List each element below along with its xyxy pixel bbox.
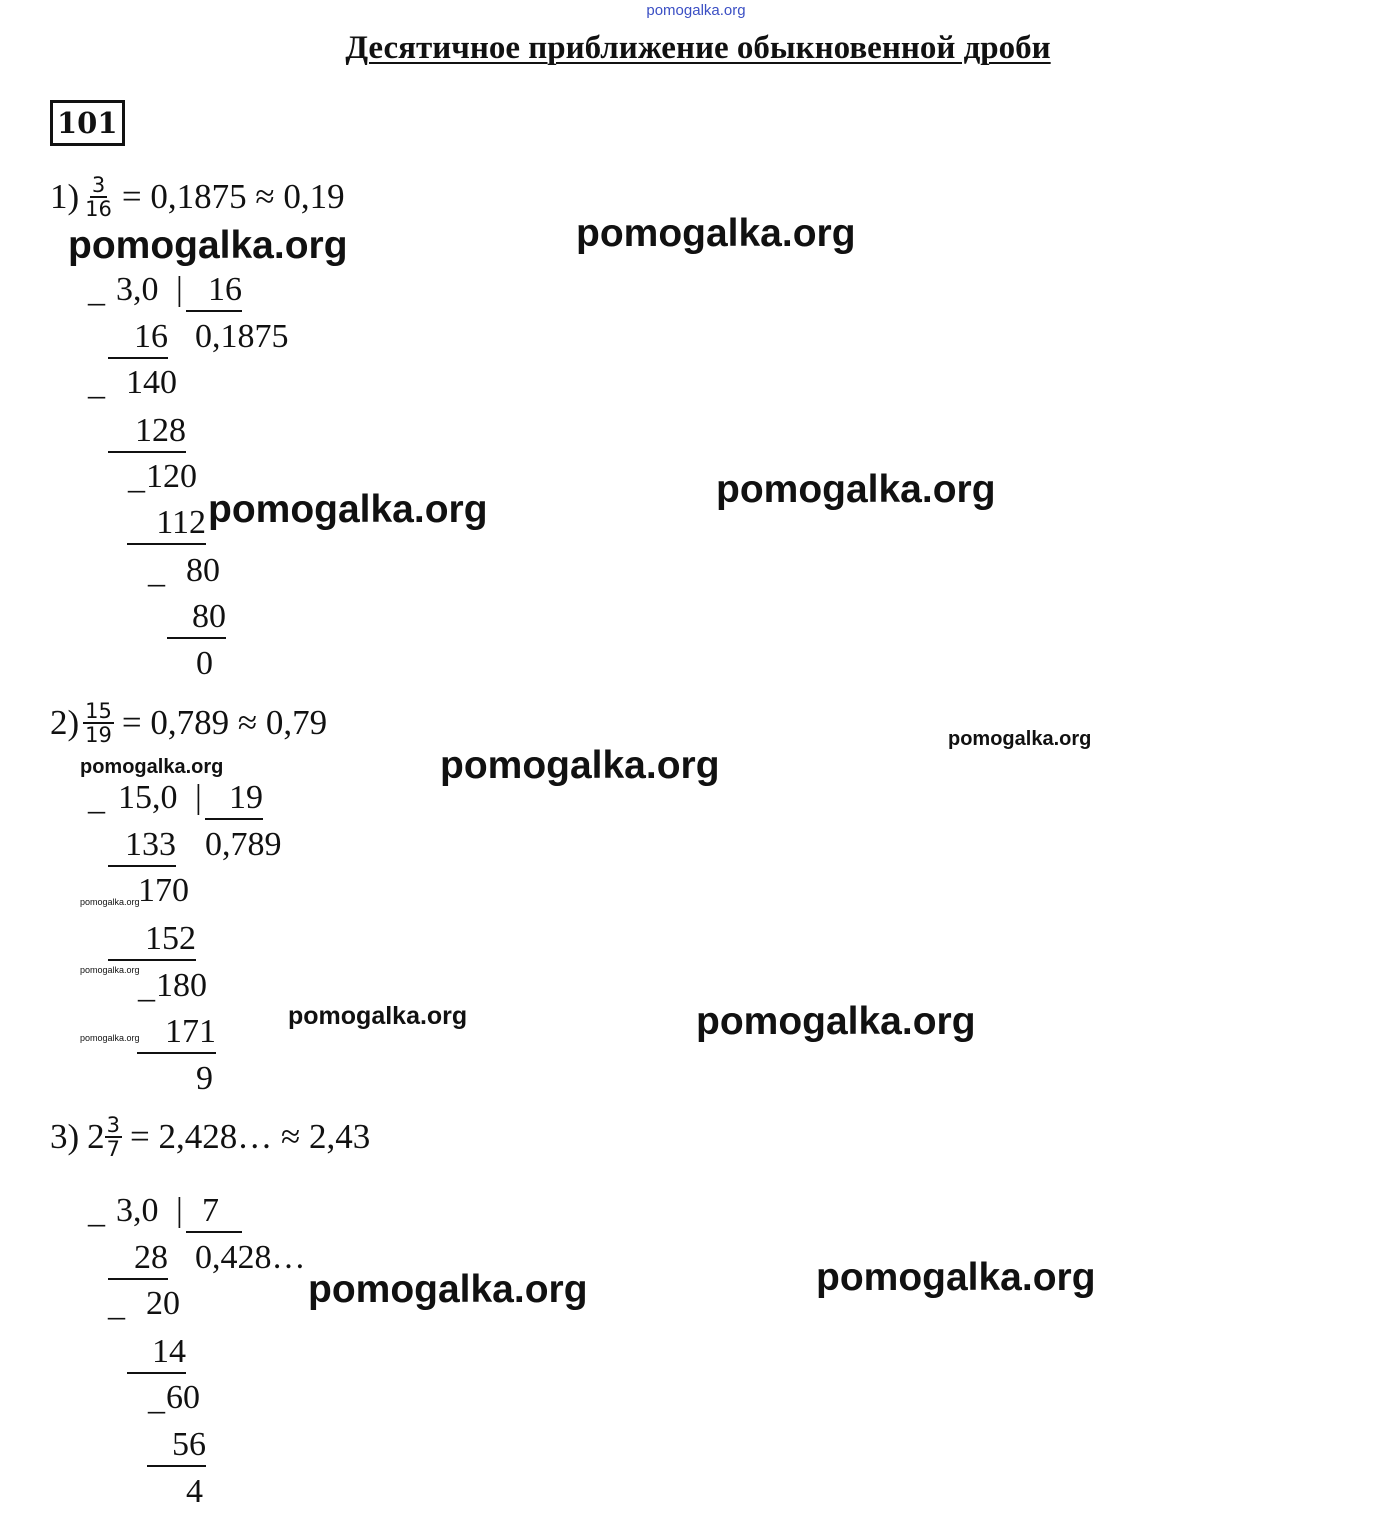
p2-remainder: 9 <box>196 1060 213 1097</box>
exercise-number: 101 <box>50 100 125 146</box>
problem-2-label: 2) <box>50 703 80 742</box>
p2-step: 152 <box>108 919 196 961</box>
minus-sign: _ <box>88 780 105 817</box>
p2-divisor: 19 <box>205 778 263 820</box>
watermark: pomogalka.org <box>80 965 140 975</box>
problem-2-denominator: 19 <box>85 723 112 747</box>
minus-sign: _ <box>148 1380 165 1417</box>
p1-step: 128 <box>108 411 186 453</box>
watermark: pomogalka.org <box>80 1033 140 1043</box>
p3-step: 60 <box>166 1379 200 1416</box>
watermark: pomogalka.org <box>80 897 140 907</box>
problem-1-equation <box>50 174 345 220</box>
p3-step: 20 <box>146 1285 180 1322</box>
p2-step: 171 <box>137 1012 216 1054</box>
problem-3-fraction <box>105 1114 122 1160</box>
p3-step: 14 <box>127 1332 186 1374</box>
minus-sign: _ <box>148 553 165 590</box>
watermark: pomogalka.org <box>440 744 720 787</box>
p3-dividend: 3,0 <box>116 1192 159 1229</box>
watermark: pomogalka.org <box>948 728 1092 750</box>
problem-1-numerator: 3 <box>91 173 106 197</box>
problem-1-fraction <box>83 174 114 220</box>
minus-sign: _ <box>88 365 105 402</box>
p2-step: 133 <box>108 825 176 867</box>
problem-3-label: 3) <box>50 1117 80 1156</box>
p2-step: 180 <box>156 967 207 1004</box>
p1-dividend: 3,0 <box>116 271 159 308</box>
p3-divisor: 7 <box>186 1191 242 1233</box>
p1-divisor: 16 <box>186 270 242 312</box>
minus-sign: _ <box>88 1193 105 1230</box>
p1-step: 112 <box>127 503 206 545</box>
problem-3-denominator: 7 <box>106 1137 121 1161</box>
p3-step: 28 <box>108 1238 168 1280</box>
watermark: pomogalka.org <box>288 1002 468 1030</box>
minus-sign: _ <box>108 1286 125 1323</box>
page-title: Десятичное приближение обыкновенной дроби <box>345 30 1051 66</box>
top-watermark: pomogalka.org <box>646 2 746 19</box>
watermark: pomogalka.org <box>696 1000 976 1043</box>
p1-division-bar: | <box>176 271 183 308</box>
problem-1-label: 1) <box>50 177 80 216</box>
p2-division-bar: | <box>195 779 202 816</box>
minus-sign: _ <box>138 968 155 1005</box>
p1-remainder: 0 <box>196 645 213 682</box>
watermark: pomogalka.org <box>308 1268 588 1311</box>
p1-step: 120 <box>146 458 197 495</box>
watermark: pomogalka.org <box>80 756 224 778</box>
problem-2-result: = 0,789 ≈ 0,79 <box>121 703 328 742</box>
watermark: pomogalka.org <box>716 468 996 511</box>
p3-quotient: 0,428… <box>195 1239 306 1276</box>
problem-3-numerator: 3 <box>106 1113 121 1137</box>
p1-step: 80 <box>167 597 226 639</box>
watermark: pomogalka.org <box>68 224 348 267</box>
p1-step: 140 <box>126 364 177 401</box>
problem-1-result: = 0,1875 ≈ 0,19 <box>121 177 345 216</box>
p1-step: 16 <box>108 317 168 359</box>
minus-sign: _ <box>128 459 145 496</box>
p3-step: 56 <box>147 1425 206 1467</box>
problem-2-equation <box>50 700 327 746</box>
p2-dividend: 15,0 <box>118 779 178 816</box>
p2-quotient: 0,789 <box>205 826 282 863</box>
p3-remainder: 4 <box>186 1473 203 1510</box>
minus-sign: _ <box>88 272 105 309</box>
problem-1-denominator: 16 <box>85 197 112 221</box>
watermark: pomogalka.org <box>816 1256 1096 1299</box>
problem-3-result: = 2,428… ≈ 2,43 <box>130 1117 371 1156</box>
watermark: pomogalka.org <box>208 488 488 531</box>
p3-division-bar: | <box>176 1192 183 1229</box>
p1-quotient: 0,1875 <box>195 318 289 355</box>
problem-2-numerator: 15 <box>85 699 112 723</box>
problem-3-equation <box>50 1114 370 1160</box>
watermark: pomogalka.org <box>576 212 856 255</box>
problem-3-whole: 2 <box>87 1117 105 1156</box>
problem-2-fraction <box>83 700 114 746</box>
p2-step: 170 <box>138 872 189 909</box>
p1-step: 80 <box>186 552 220 589</box>
